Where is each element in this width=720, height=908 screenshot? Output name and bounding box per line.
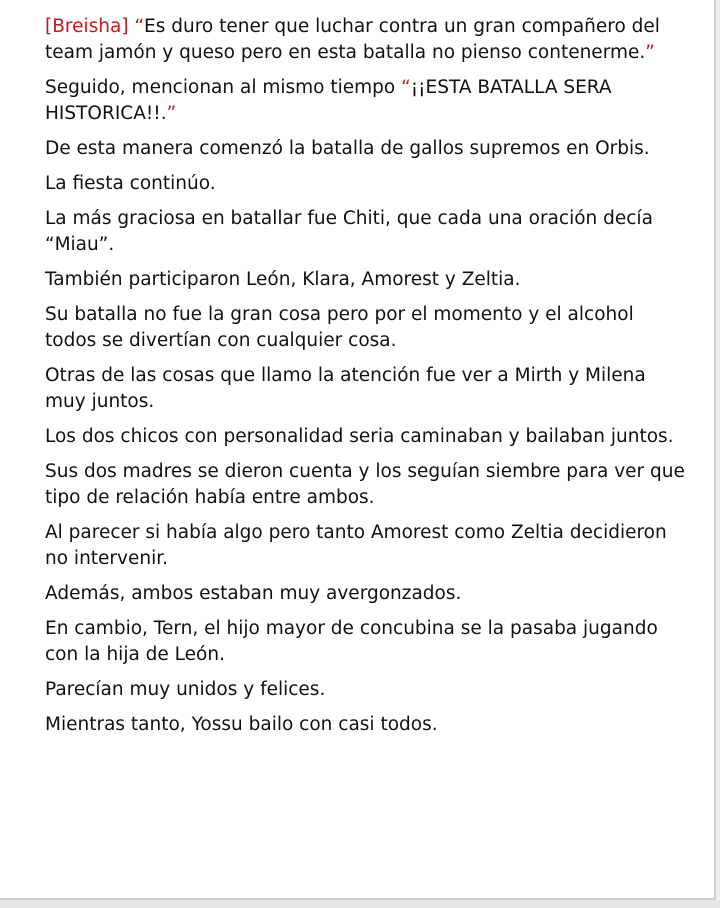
dialogue-text: ¡¡ESTA BATALLA SERA HISTORICA!!. — [45, 77, 612, 124]
open-quote: “ — [134, 16, 145, 37]
page-edge-bottom — [0, 900, 720, 908]
speaker-tag: [Breisha] — [45, 16, 129, 37]
dialogue-paragraph-together — [45, 75, 685, 127]
paragraph: De esta manera comenzó la batalla de gallos supremos en Orbis. — [45, 138, 650, 159]
page-edge-right — [716, 0, 720, 908]
paragraph: También participaron León, Klara, Amorest y Zeltia. — [45, 269, 521, 290]
narration-prefix: Seguido, mencionan al mismo tiempo — [45, 77, 402, 98]
paragraph: Mientras tanto, Yossu bailo con casi todos. — [45, 714, 438, 735]
paragraph: La fiesta continúo. — [45, 173, 216, 194]
dialogue-paragraph-breisha — [45, 14, 685, 66]
paragraph: En cambio, Tern, el hijo mayor de concubina se la pasaba jugando con la hija de León. — [45, 618, 658, 665]
paragraph: La más graciosa en batallar fue Chiti, que cada una oración decía “Miau”. — [45, 208, 653, 255]
paragraph: Además, ambos estaban muy avergonzados. — [45, 583, 462, 604]
dialogue-text: Es duro tener que luchar contra un gran compañero del team jamón y queso pero en esta batalla no pienso contenerme. — [45, 16, 660, 63]
open-quote: “ — [401, 77, 411, 98]
close-quote: ” — [645, 42, 655, 63]
paragraph: Los dos chicos con personalidad seria caminaban y bailaban juntos. — [45, 426, 674, 447]
paragraph: Sus dos madres se dieron cuenta y los seguían siembre para ver que tipo de relación había entre ambos. — [45, 461, 685, 508]
paragraph: Otras de las cosas que llamo la atención fue ver a Mirth y Milena muy juntos. — [45, 365, 646, 412]
paragraph: Al parecer si había algo pero tanto Amorest como Zeltia decidieron no intervenir. — [45, 522, 667, 569]
paragraph: Parecían muy unidos y felices. — [45, 679, 326, 700]
paragraph: Su batalla no fue la gran cosa pero por el momento y el alcohol todos se divertían con cualquier cosa. — [45, 304, 634, 351]
document-body — [45, 14, 685, 747]
close-quote: ” — [166, 103, 177, 124]
